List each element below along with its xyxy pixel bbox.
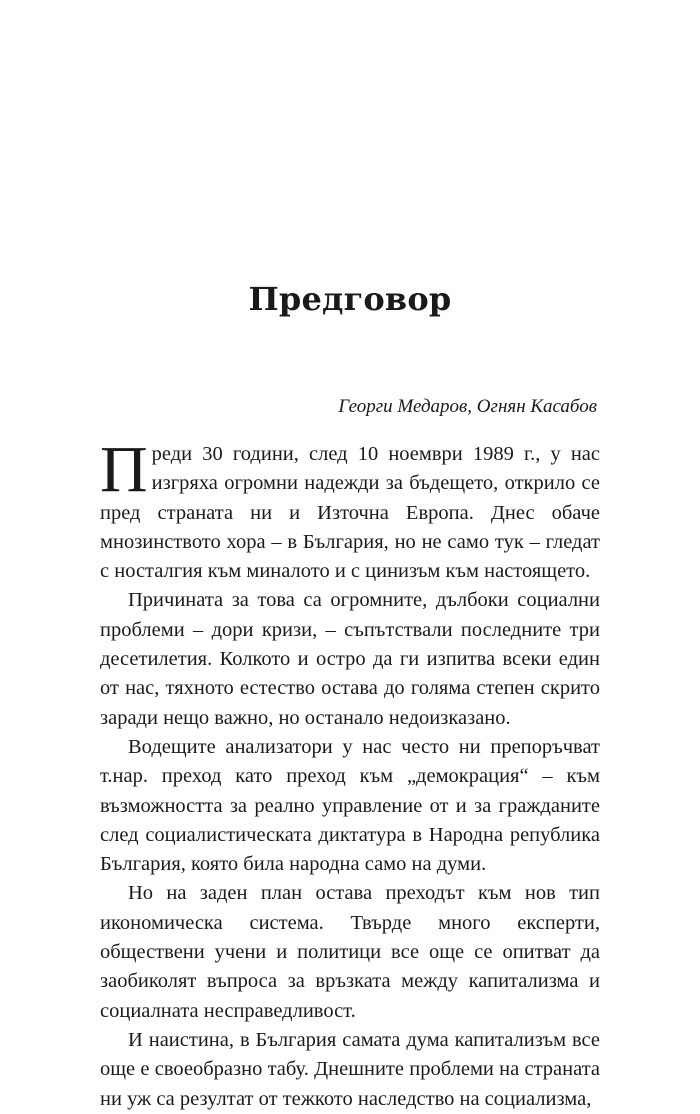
drop-cap: П xyxy=(100,433,148,506)
paragraph-3: Водещите анализатори у нас често ни препоръчват т.нар. преход като преход към „демокрация“ – към възможността за реално управление от и за гражданите след социалистическата диктатура в Народна република България, която била народна само на думи. xyxy=(100,735,600,876)
chapter-title: Предговор xyxy=(248,280,452,318)
chapter-authors: Георги Медаров, Огнян Касабов xyxy=(338,396,597,417)
paragraph-2: Причината за това са огромните, дълбоки социални проблеми – дори кризи, – съпътствали последните три десетилетия. Колкото и остро да ги изпитва всеки един от нас, тяхното естество остава до голяма степен скрито заради нещо важно, но останало недоизказано. xyxy=(100,589,600,729)
paragraph-1-text: реди 30 години, след 10 ноември 1989 г., у нас изгряха огромни надежди за бъдещето, открило се пред страната ни и Източна Европа. Днес обаче мнозинството хора – в България, но не само тук – гледат с носталгия към миналото и с цинизъм към настоящето. xyxy=(100,443,600,583)
chapter-body xyxy=(100,433,600,1114)
paragraph-5: И наистина, в България самата дума капитализъм все още е своеобразно табу. Днешните проблеми на страната ни уж са резултат от тежкото наследство на социализма, xyxy=(100,1028,600,1110)
paragraph-1 xyxy=(100,433,600,586)
paragraph-4: Но на заден план остава преходът към нов тип икономическа система. Твърде много експерти, обществени учени и политици все още се опитват да заобиколят въпроса за връзката между капитализма и социалната несправедливост. xyxy=(100,882,600,1022)
